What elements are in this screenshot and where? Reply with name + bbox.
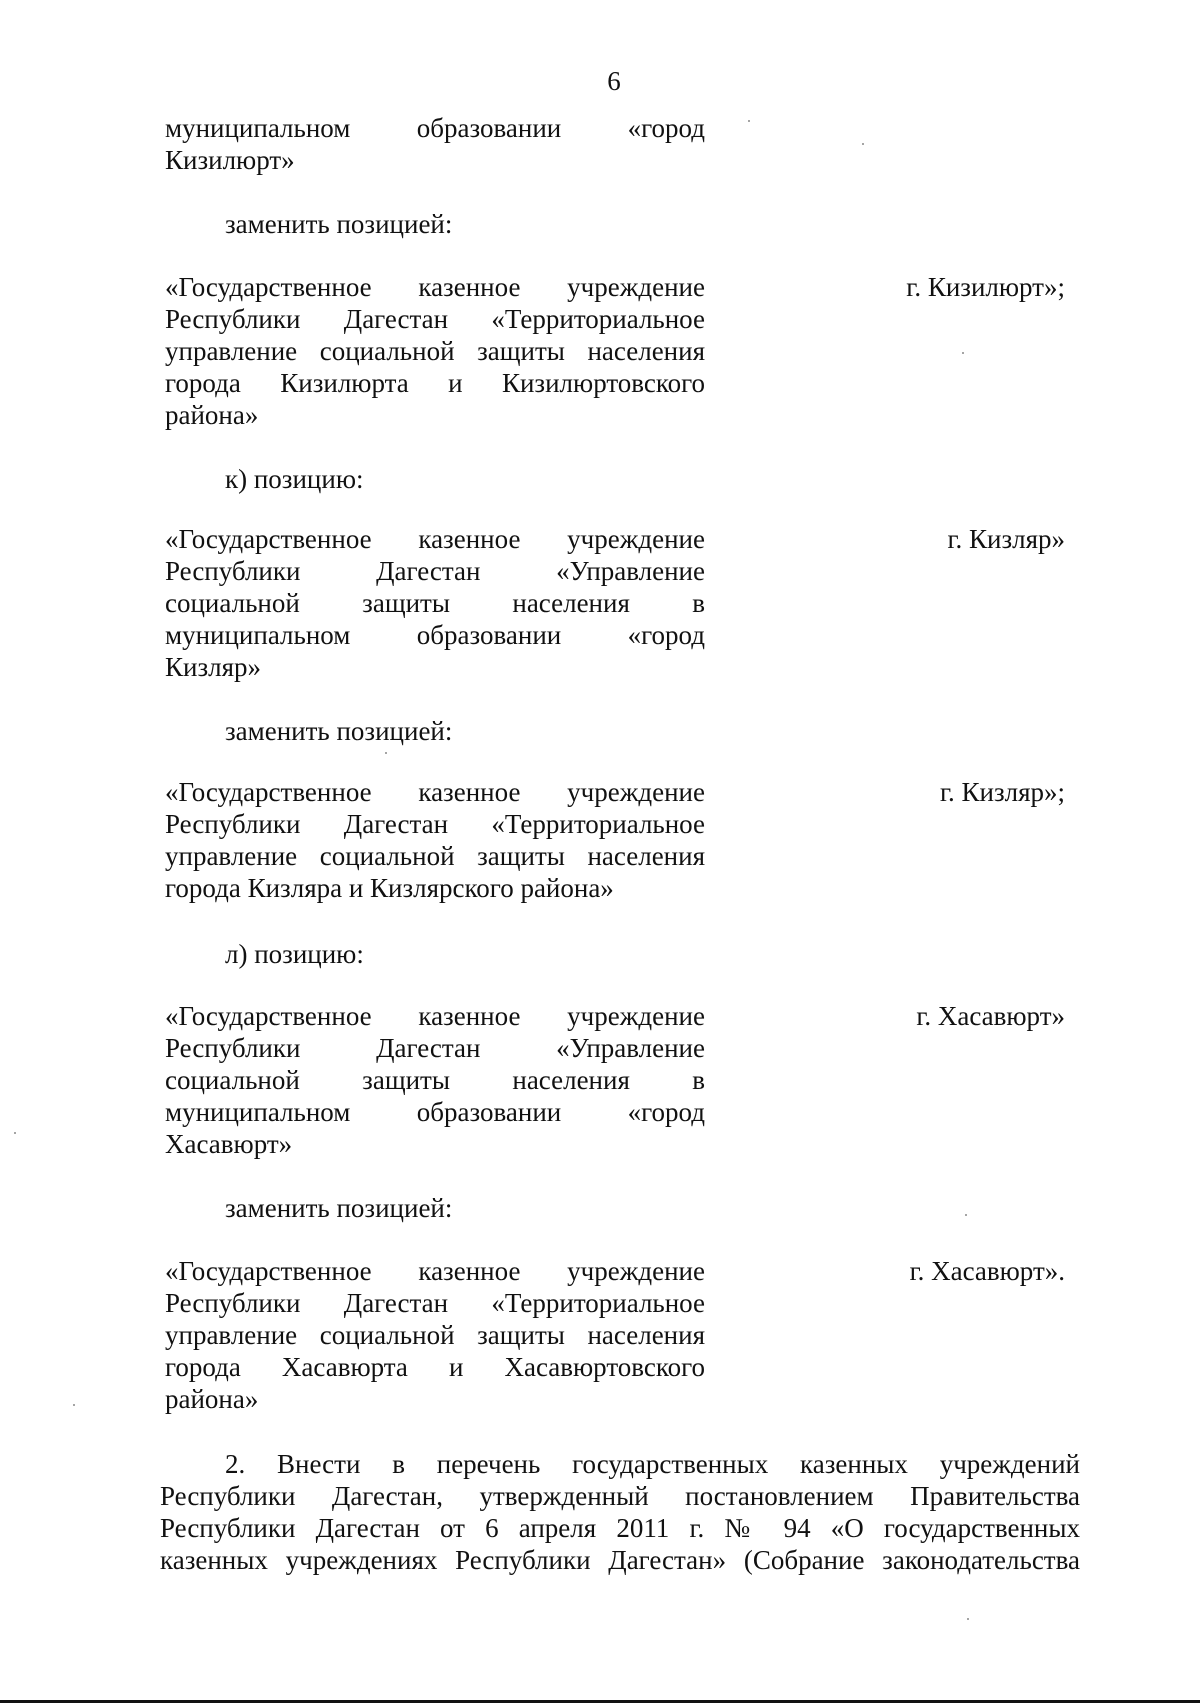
text-line: социальной защиты населения в — [165, 1065, 705, 1095]
text-line: управление социальной защиты населения — [165, 1320, 705, 1350]
text-line: Республики Дагестан «Управление — [165, 556, 705, 586]
instruction-line: заменить позицией: — [225, 209, 453, 239]
page-number: 6 — [607, 66, 621, 96]
text-line: Хасавюрт» — [165, 1129, 293, 1159]
text-line: Республики Дагестан «Территориальное — [165, 1288, 705, 1318]
scan-speck — [862, 143, 864, 145]
item-letter-k: к) позицию: — [225, 464, 364, 494]
text-line: Республики Дагестан «Управление — [165, 1033, 705, 1063]
text-line: муниципальном образовании «город — [165, 113, 705, 143]
text-line: муниципальном образовании «город — [165, 1097, 705, 1127]
text-line: Кизляр» — [165, 652, 262, 682]
text-line: муниципальном образовании «город — [165, 620, 705, 650]
scan-speck — [962, 352, 964, 354]
text-line: социальной защиты населения в — [165, 588, 705, 618]
scan-speck — [965, 1214, 967, 1216]
text-line: Кизилюрт» — [165, 145, 295, 175]
text-line: 2. Внести в перечень государственных казенных учреждений — [225, 1449, 1080, 1479]
text-line: города Хасавюрта и Хасавюртовского — [165, 1352, 705, 1382]
instruction-line: заменить позицией: — [225, 716, 453, 746]
text-line: города Кизилюрта и Кизилюртовского — [165, 368, 705, 398]
instruction-line: заменить позицией: — [225, 1193, 453, 1223]
scan-speck — [73, 1404, 75, 1406]
city-label: г. Кизляр»; — [939, 777, 1065, 807]
text-line: Республики Дагестан, утвержденный постановлением Правительства — [160, 1481, 1080, 1511]
text-line: управление социальной защиты населения — [165, 841, 705, 871]
scan-speck — [967, 1618, 969, 1620]
text-line: района» — [165, 1384, 259, 1414]
text-line: «Государственное казенное учреждение — [165, 272, 705, 302]
text-line: Республики Дагестан «Территориальное — [165, 809, 705, 839]
text-line: управление социальной защиты населения — [165, 336, 705, 366]
text-line: города Кизляра и Кизлярского района» — [165, 873, 614, 903]
text-line: Республики Дагестан от 6 апреля 2011 г. № 94 «О государственных — [160, 1513, 1080, 1543]
scan-speck — [385, 752, 387, 754]
scan-speck — [748, 120, 750, 122]
city-label: г. Кизляр» — [947, 524, 1065, 554]
bottom-scan-rule — [0, 1700, 1200, 1703]
city-label: г. Хасавюрт» — [916, 1001, 1065, 1031]
item-letter-l: л) позицию: — [225, 939, 364, 969]
text-line: «Государственное казенное учреждение — [165, 524, 705, 554]
text-line: «Государственное казенное учреждение — [165, 1256, 705, 1286]
scan-speck — [14, 1132, 16, 1134]
text-line: района» — [165, 400, 259, 430]
city-label: г. Хасавюрт». — [909, 1256, 1065, 1286]
text-line: «Государственное казенное учреждение — [165, 1001, 705, 1031]
text-line: казенных учреждениях Республики Дагестан» (Собрание законодательства — [160, 1545, 1080, 1575]
text-line: «Государственное казенное учреждение — [165, 777, 705, 807]
text-line: Республики Дагестан «Территориальное — [165, 304, 705, 334]
city-label: г. Кизилюрт»; — [906, 272, 1065, 302]
